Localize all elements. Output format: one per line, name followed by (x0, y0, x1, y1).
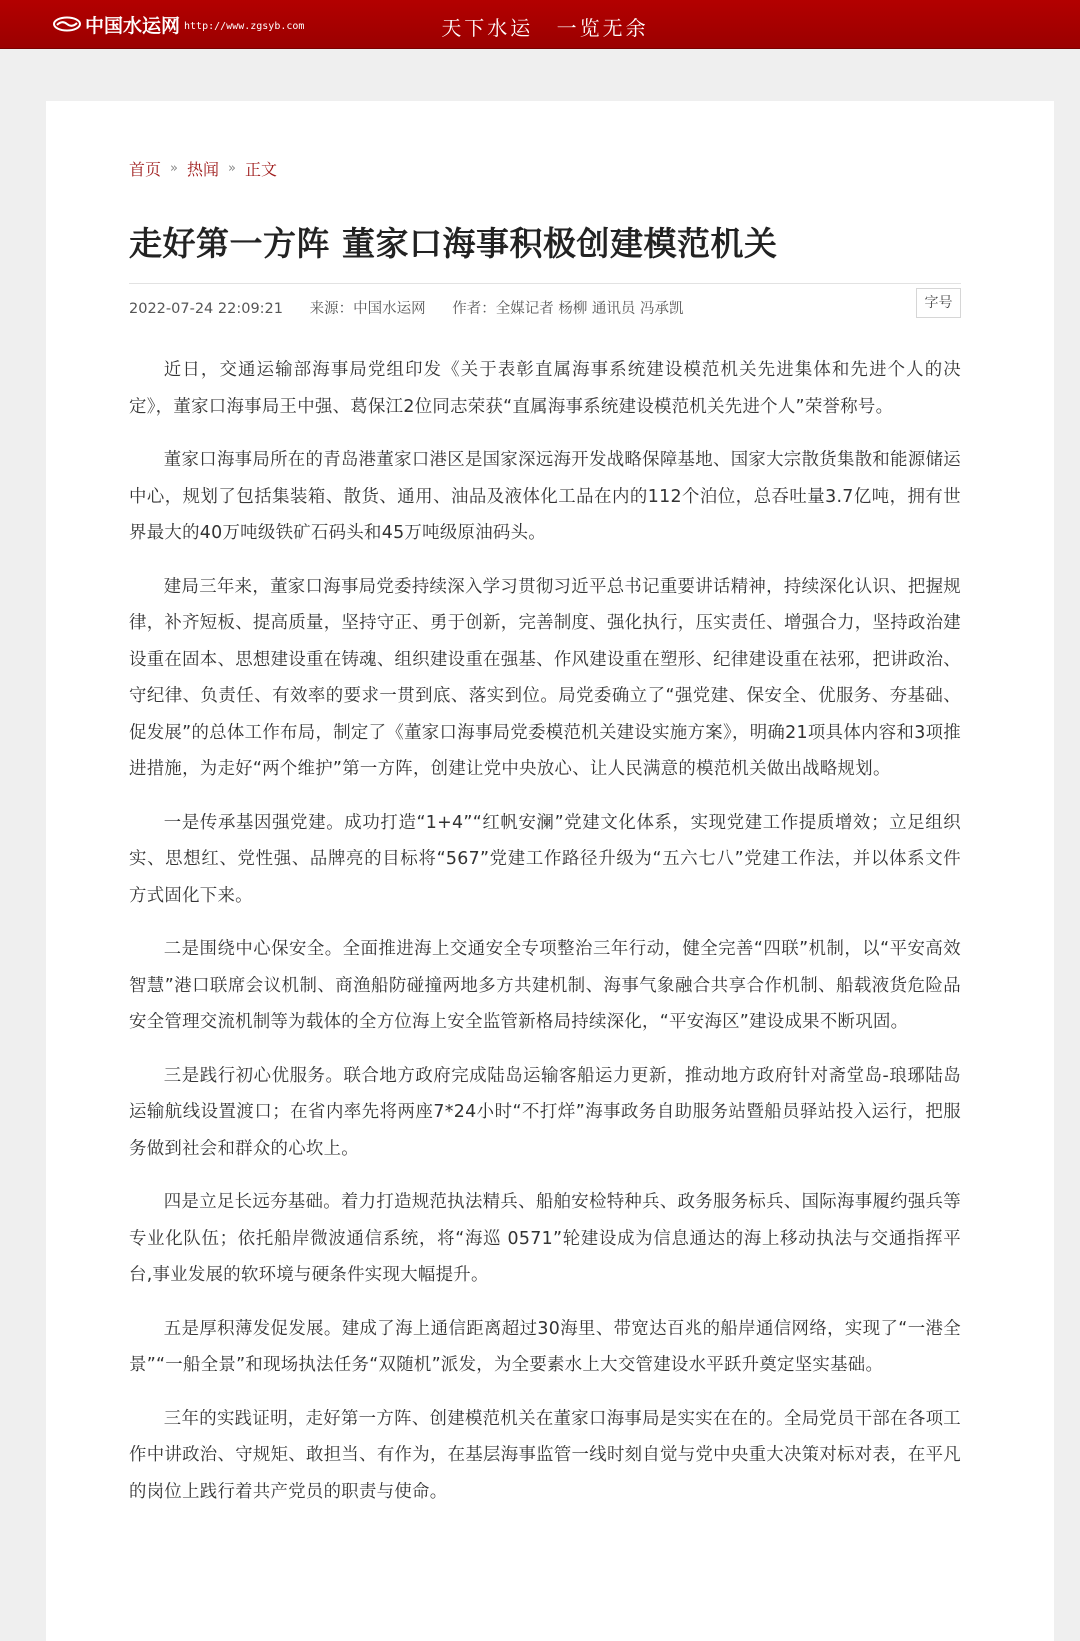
article-paragraph: 三是践行初心优服务。联合地方政府完成陆岛运输客船运力更新，推动地方政府针对斋堂岛-琅琊陆岛运输航线设置渡口；在省内率先将两座7*24小时“不打烊”海事政务自助服务站暨船员驿站投入运行，把服务做到社会和群众的心坎上。 (129, 1065, 961, 1159)
article-meta (129, 297, 706, 318)
breadcrumb-separator: » (228, 161, 236, 176)
article-card (46, 101, 1054, 1641)
article-paragraph: 一是传承基因强党建。成功打造“1+4”“红帆安澜”党建文化体系，实现党建工作提质增效；立足组织实、思想红、党性强、品牌亮的目标将“567”党建工作路径升级为“五六七八”党建工作法，并以体系文件方式固化下来。 (129, 812, 961, 906)
logo-name: 中国水运网 (85, 14, 181, 37)
article-paragraph: 四是立足长远夯基础。着力打造规范执法精兵、船舶安检特种兵、政务服务标兵、国际海事履约强兵等专业化队伍；依托船岸微波通信系统，将“海巡 0571”轮建设成为信息通达的海上移动执法与交通指挥平台,事业发展的软环境与硬条件实现大幅提升。 (129, 1192, 961, 1285)
article-paragraph: 五是厚积薄发促发展。建成了海上通信距离超过30海里、带宽达百兆的船岸通信网络，实现了“一港全景”“一船全景”和现场执法任务“双随机”派发，为全要素水上大交管建设水平跃升奠定坚实基础。 (129, 1318, 961, 1375)
breadcrumb (129, 157, 277, 180)
font-size-button[interactable]: 字号 (916, 288, 961, 318)
article-paragraph: 三年的实践证明，走好第一方阵、创建模范机关在董家口海事局是实实在在的。全局党员干部在各项工作中讲政治、守规矩、敢担当、有作为，在基层海事监管一线时刻自觉与党中央重大决策对标对表，在平凡的岗位上践行着共产党员的职责与使命。 (129, 1408, 961, 1502)
article-paragraph: 董家口海事局所在的青岛港董家口港区是国家深远海开发战略保障基地、国家大宗散货集散和能源储运中心，规划了包括集装箱、散货、通用、油品及液体化工品在内的112个泊位，总吞吐量3.7亿吨，拥有世界最大的40万吨级铁矿石码头和45万吨级原油码头。 (129, 450, 961, 543)
article-author: 作者：全媒记者 杨柳 通讯员 冯承凯 (452, 301, 684, 317)
logo-url: http://www.zgsyb.com (184, 21, 305, 32)
article-title: 走好第一方阵 董家口海事积极创建模范机关 (129, 224, 778, 263)
article-paragraph: 近日，交通运输部海事局党组印发《关于表彰直属海事系统建设模范机关先进集体和先进个人的决定》，董家口海事局王中强、葛保江2位同志荣获“直属海事系统建设模范机关先进个人”荣誉称号。 (129, 360, 961, 417)
publish-date: 2022-07-24 22:09:21 (129, 301, 283, 317)
breadcrumb-home-link[interactable]: 首页 (129, 160, 162, 179)
site-slogan: 天下水运 一览无余 (441, 16, 649, 40)
breadcrumb-separator: » (170, 161, 178, 176)
breadcrumb-news-link[interactable]: 热闻 (186, 160, 219, 179)
site-header (0, 0, 1080, 49)
article-source: 来源：中国水运网 (309, 301, 426, 317)
breadcrumb-current-link[interactable]: 正文 (244, 160, 277, 179)
article-paragraph: 二是围绕中心保安全。全面推进海上交通安全专项整治三年行动，健全完善“四联”机制，以“平安高效智慧”港口联席会议机制、商渔船防碰撞两地多方共建机制、海事气象融合共享合作机制、船载液货危险品安全管理交流机制等为载体的全方位海上安全监管新格局持续深化，“平安海区”建设成果不断巩固。 (129, 939, 961, 1032)
meta-divider (129, 283, 961, 284)
article-body (129, 352, 961, 1527)
article-paragraph: 建局三年来，董家口海事局党委持续深入学习贯彻习近平总书记重要讲话精神，持续深化认识、把握规律，补齐短板、提高质量，坚持守正、勇于创新，完善制度、强化执行，压实责任、增强合力，坚持政治建设重在固本、思想建设重在铸魂、组织建设重在强基、作风建设重在塑形、纪律建设重在祛邪，把讲政治、守纪律、负责任、有效率的要求一贯到底、落实到位。局党委确立了“强党建、保安全、优服务、夯基础、促发展”的总体工作布局，制定了《董家口海事局党委模范机关建设实施方案》，明确21项具体内容和3项推进措施，为走好“两个维护”第一方阵，创建让党中央放心、让人民满意的模范机关做出战略规划。 (129, 576, 961, 779)
